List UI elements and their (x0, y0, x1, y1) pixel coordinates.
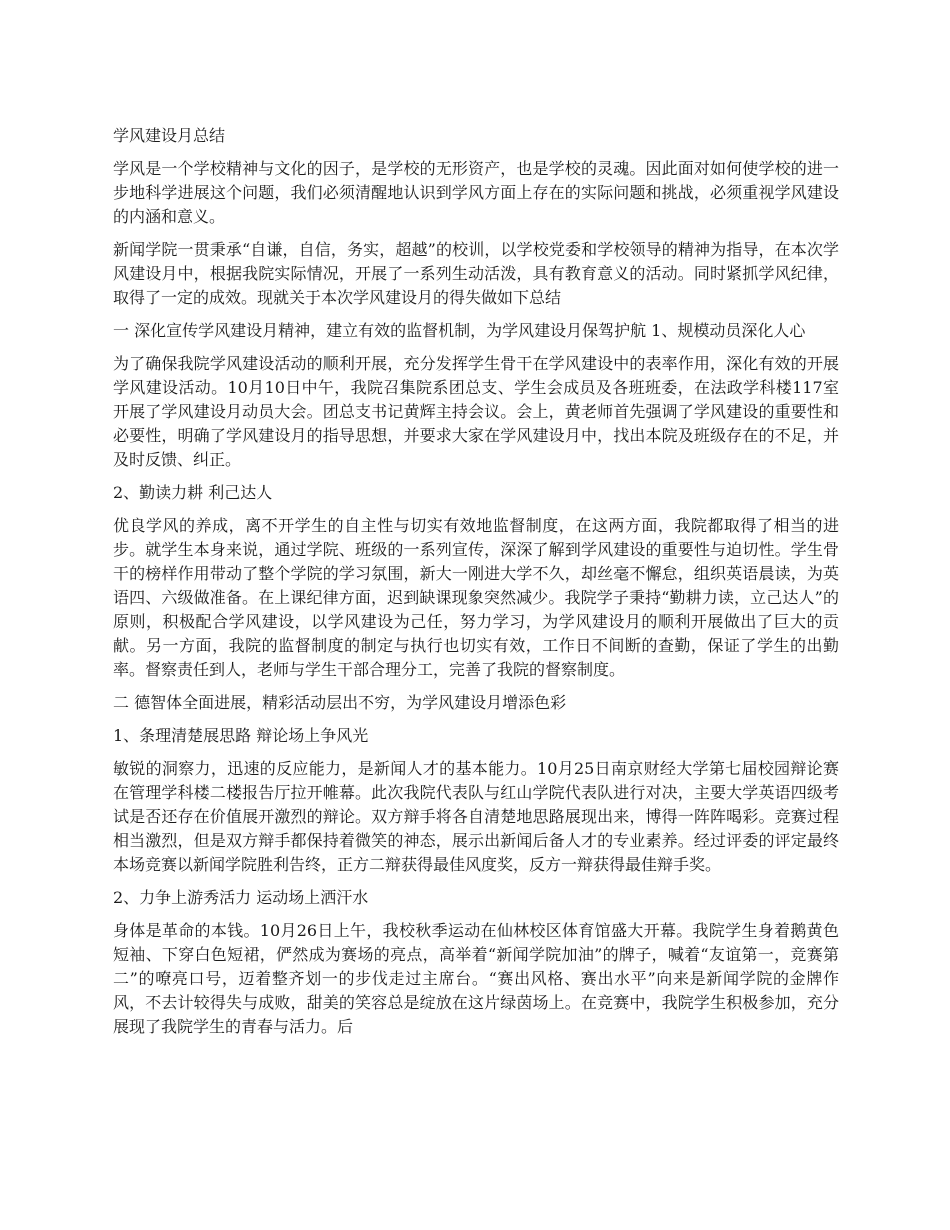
subheading-sports: 2、力争上游秀活力 运动场上洒汗水 (113, 888, 369, 907)
document-page (113, 124, 839, 1048)
section-heading-two: 二 德智体全面进展，精彩活动层出不穷，为学风建设月增添色彩 (113, 693, 567, 712)
paragraph-study-progress: 优良学风的养成，离不开学生的自主性与切实有效地监督制度，在这两方面，我院都取得了相当的进步。就学生本身来说，通过学院、班级的一系列宣传，深深了解到学风建设的重要性与迫切性。学生骨干的榜样作用带动了整个学院的学习氛围，新大一刚进大学不久，却丝毫不懈怠，组织英语晨读，为英语四、六级做准备。在上课纪律方面，迟到缺课现象突然减少。我院学子秉持“勤耕力读，立己达人”的原则，积极配合学风建设，以学风建设为己任，努力学习，为学风建设月的顺利开展做出了巨大的贡献。另一方面，我院的监督制度的制定与执行也切实有效，工作日不间断的查勤，保证了学生的出勤率。督察责任到人，老师与学生干部合理分工，完善了我院的督察制度。 (113, 516, 839, 679)
paragraph-debate: 敏锐的洞察力，迅速的反应能力，是新闻人才的基本能力。10月25日南京财经大学第七届校园辩论赛在管理学科楼二楼报告厅拉开帷幕。此次我院代表队与红山学院代表队进行对决，主要大学英语四级考试是否还存在价值展开激烈的辩论。双方辩手将各自清楚地思路展现出来，博得一阵阵喝彩。竞赛过程相当激烈，但是双方辩手都保持着微笑的神态，展示出新闻后备人才的专业素养。经过评委的评定最终本场竞赛以新闻学院胜利告终，正方二辩获得最佳风度奖，反方一辩获得最佳辩手奖。 (113, 759, 839, 874)
paragraph-sports: 身体是革命的本钱。10月26日上午，我校秋季运动在仙林校区体育馆盛大开幕。我院学生身着鹅黄色短袖、下穿白色短裙，俨然成为赛场的亮点，高举着“新闻学院加油”的牌子，喊着“友谊第一，竞赛第二”的嘹亮口号，迈着整齐划一的步伐走过主席台。“赛出风格、赛出水平”向来是新闻学院的金牌作风，不去计较得失与成败，甜美的笑容总是绽放在这片绿茵场上。在竞赛中，我院学生积极参加，充分展现了我院学生的青春与活力。后 (113, 921, 839, 1036)
paragraph-intro: 学风是一个学校精神与文化的因子，是学校的无形资产，也是学校的灵魂。因此面对如何使学校的进一步地科学进展这个问题，我们必须清醒地认识到学风方面上存在的实际问题和挑战，必须重视学风建设的内涵和意义。 (113, 159, 839, 226)
section-heading-one: 一 深化宣传学风建设月精神，建立有效的监督机制，为学风建设月保驾护航 1、规模动员深化人心 (113, 321, 806, 340)
paragraph-school-motto: 新闻学院一贯秉承“自谦，自信，务实，超越”的校训，以学校党委和学校领导的精神为指导，在本次学风建设月中，根据我院实际情况，开展了一系列生动活泼，具有教育意义的活动。同时紧抓学风纪律，取得了一定的成效。现就关于本次学风建设月的得失做如下总结 (113, 240, 839, 307)
document-title: 学风建设月总结 (113, 126, 226, 145)
subheading-diligent-study: 2、勤读力耕 利己达人 (113, 483, 273, 502)
paragraph-mobilization-meeting: 为了确保我院学风建设活动的顺利开展，充分发挥学生骨干在学风建设中的表率作用，深化有效的开展学风建设活动。10月10日中午，我院召集院系团总支、学生会成员及各班班委，在法政学科楼117室开展了学风建设月动员大会。团总支书记黄辉主持会议。会上，黄老师首先强调了学风建设的重要性和必要性，明确了学风建设月的指导思想，并要求大家在学风建设月中，找出本院及班级存在的不足，并及时反馈、纠正。 (113, 354, 839, 469)
subheading-debate: 1、条理清楚展思路 辩论场上争风光 (113, 726, 369, 745)
